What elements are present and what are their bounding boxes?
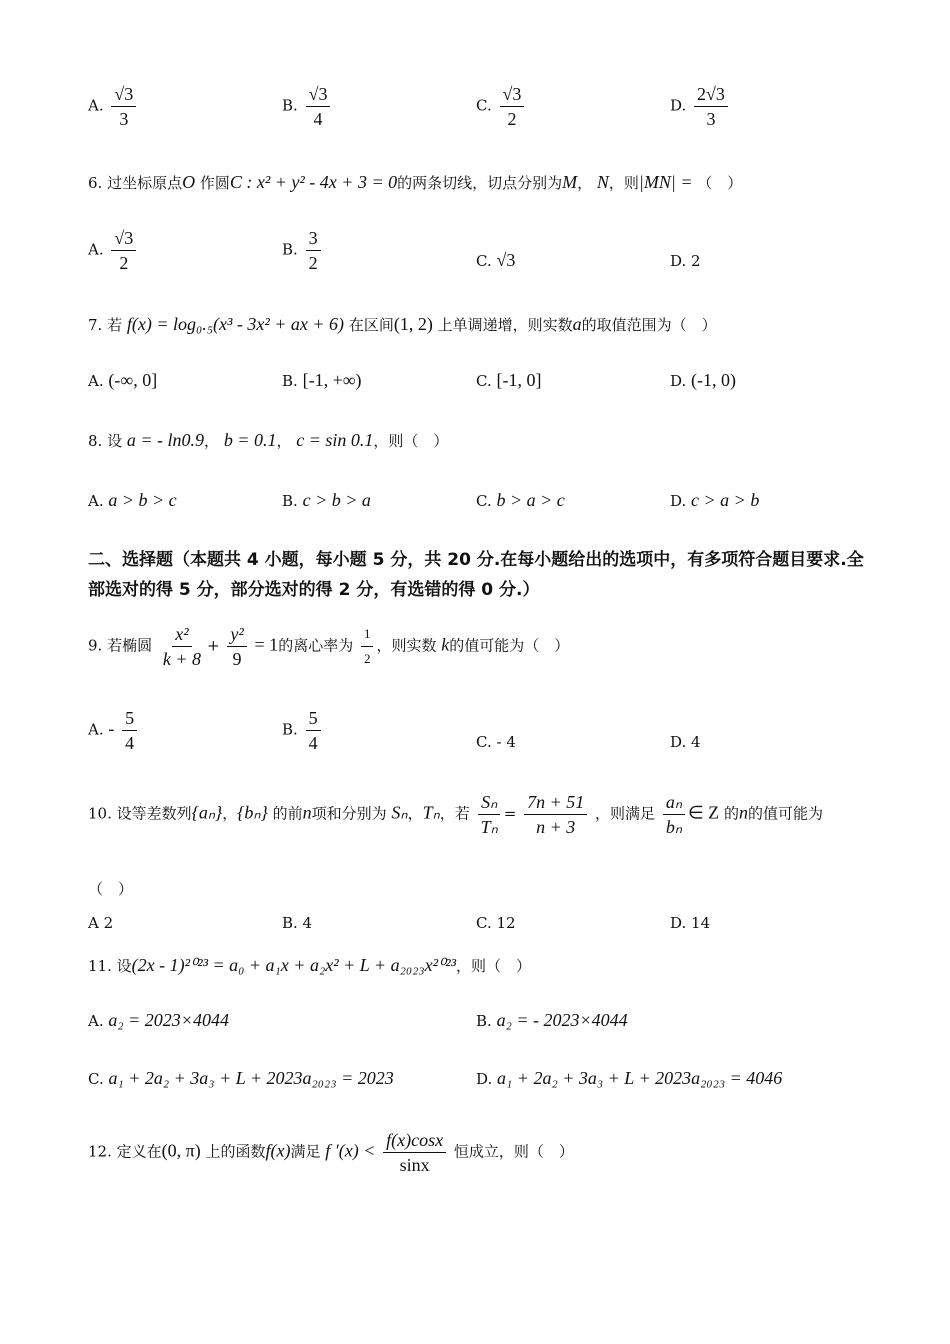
q5-option-a[interactable]: A. $\frac{√3}{3}$ <box>88 82 139 131</box>
question-7-stem: 7. 若 f(x) = log₀.₅(x³ - 3x² + ax + 6) 在区间(1, 2) 上单调递增，则实数a的取值范围为（ ） <box>88 314 717 334</box>
q7-option-b[interactable]: B. [-1, +∞) <box>282 370 362 390</box>
q10-option-b[interactable]: B. 4 <box>282 914 313 932</box>
q5-option-b[interactable]: B. $\frac{√3}{4}$ <box>282 82 333 131</box>
q5-option-d[interactable]: D. $\frac{2√3}{3}$ <box>670 82 731 131</box>
q8-option-a[interactable]: A. a > b > c <box>88 490 177 510</box>
q5-option-d-fraction: $\frac{2√3}{3}$ <box>694 82 728 131</box>
q5-option-c[interactable]: C. $\frac{√3}{2}$ <box>476 82 527 131</box>
q9-option-d[interactable]: D. 4 <box>670 733 701 751</box>
q7-option-a[interactable]: A. (-∞, 0] <box>88 370 158 390</box>
q10-option-a[interactable]: A 2 <box>88 914 114 932</box>
q6-option-d[interactable]: D. 2 <box>670 252 701 270</box>
mn-expression: |MN| = <box>638 172 693 192</box>
q11-option-a[interactable]: A. a₂ = 2023×4044 <box>88 1010 229 1030</box>
question-10-paren: （ ） <box>88 880 134 898</box>
q11-option-d[interactable]: D. a₁ + 2a₂ + 3a₃ + L + 2023a₂₀₂₃ = 4046 <box>476 1068 783 1088</box>
q8-option-c[interactable]: C. b > a > c <box>476 490 565 510</box>
question-8-stem: 8. 设 a = - ln0.9， b = 0.1， c = sin 0.1，则（ ） <box>88 430 449 450</box>
section-2-heading: 二、选择题（本题共 4 小题，每小题 5 分，共 20 分.在每小题给出的选项中，有多项符合题目要求.全部选对的得 5 分，部分选对的得 2 分，有选错的得 0 分.） <box>88 550 864 600</box>
q7-option-d[interactable]: D. (-1, 0) <box>670 370 737 390</box>
q6-option-c[interactable]: C. √3 <box>476 250 516 270</box>
q9-option-c[interactable]: C. - 4 <box>476 733 516 751</box>
q8-option-d[interactable]: D. c > a > b <box>670 490 760 510</box>
q5-option-c-fraction: $\frac{√3}{2}$ <box>500 82 525 131</box>
binomial-expansion: (2x - 1)²⁰²³ = a₀ + a₁x + a₂x² + L + a₂₀₂₃x²⁰²³ <box>131 955 456 975</box>
q10-option-d[interactable]: D. 14 <box>670 914 711 932</box>
q7-option-c[interactable]: C. [-1, 0] <box>476 370 542 390</box>
q11-option-b[interactable]: B. a₂ = - 2023×4044 <box>476 1010 628 1030</box>
q6-option-a[interactable]: A. $\frac{√3}{2}$ <box>88 226 139 275</box>
question-11-stem: 11. 设(2x - 1)²⁰²³ = a₀ + a₁x + a₂x² + L + a₂₀₂₃x²⁰²³，则（ ） <box>88 955 532 975</box>
q5-option-a-fraction: $\frac{√3}{3}$ <box>111 82 136 131</box>
q11-option-c[interactable]: C. a₁ + 2a₂ + 3a₃ + L + 2023a₂₀₂₃ = 2023 <box>88 1068 394 1088</box>
question-9-stem: 9. 若椭圆 $\frac{\text{x²}}{k + 8}$ + $\frac{\text{y²}}{9}$ = 1的离心率为 $\frac{1}{2}$ ，则实数 k的值可能为（ ） <box>88 624 570 669</box>
question-12-stem: 12. 定义在(0, π) 上的函数f(x)满足 f ′(x) < $\frac{f(x)\cos x}{\sin x}$ 恒成立，则（ ） <box>88 1130 574 1175</box>
q9-option-a[interactable]: A. - $\frac{5}{4}$ <box>88 706 140 755</box>
q5-option-b-fraction: $\frac{√3}{4}$ <box>306 82 331 131</box>
q10-option-c[interactable]: C. 12 <box>476 914 516 932</box>
q9-option-b[interactable]: B. $\frac{5}{4}$ <box>282 706 324 755</box>
question-6-stem: 6. 过坐标原点O 作圆C : x² + y² - 4x + 3 = 0的两条切线，切点分别为M， N，则|MN| = （ ） <box>88 172 743 192</box>
q6-option-b[interactable]: B. $\frac{3}{2}$ <box>282 226 324 275</box>
q8-option-b[interactable]: B. c > b > a <box>282 490 371 510</box>
question-10-stem: 10. 设等差数列{aₙ}，{bₙ} 的前n项和分别为 Sₙ，Tₙ，若 $\frac{\text{Sₙ}}{\text{Tₙ}}$ = $\frac{7n + 51}{n + 3}$ ，则满足 $\frac{\text{aₙ}}{\text{bₙ}}$ ∈ Z 的n的值可能为 <box>88 792 823 837</box>
log-function: f(x) = log₀.₅(x³ - 3x² + ax + 6) <box>126 314 345 334</box>
circle-equation: C : x² + y² - 4x + 3 = 0 <box>229 172 398 192</box>
